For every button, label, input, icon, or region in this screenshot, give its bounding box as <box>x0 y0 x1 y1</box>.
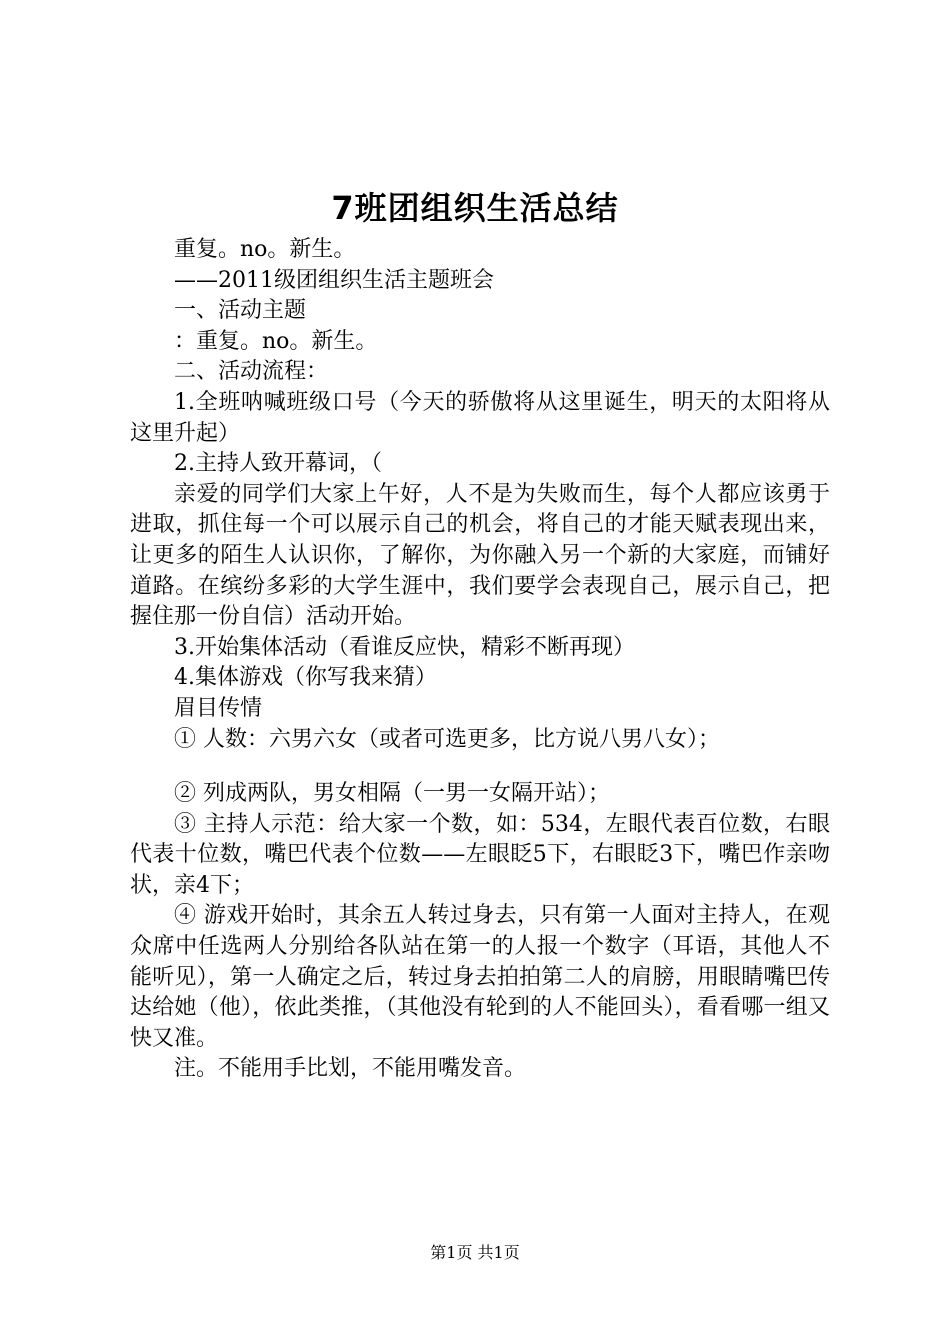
paragraph: ：重复。no。新生。 <box>174 328 378 354</box>
paragraph: 重复。no。新生。 <box>174 237 356 262</box>
paragraph: 3.开始集体活动（看谁反应快，精彩不断再现） <box>174 634 635 660</box>
paragraph: 一、活动主题 <box>174 298 307 324</box>
paragraph: 2.主持人致开幕词，（ <box>174 451 382 477</box>
paragraph: ——2011级团组织生活主题班会 <box>174 267 494 293</box>
paragraph: ① 人数：六男六女（或者可选更多，比方说八男八女）； <box>174 726 720 752</box>
paragraph: ④ 游戏开始时，其余五人转过身去，只有第一人面对主持人，在观众席中任选两人分别给各队站在第一的人报一个数字（耳语，其他人不能听见），第一人确定之后，转过身去拍拍第二人的肩膀，用眼睛嘴巴传达给她（他），依此类推，（其他没有轮到的人不能回头），看看哪一组又快又准。 <box>130 903 830 1051</box>
document-title: 7班团组织生活总结 <box>331 189 619 227</box>
paragraph: ② 列成两队，男女相隔（一男一女隔开站）； <box>174 781 610 807</box>
paragraph: 4.集体游戏（你写我来猜） <box>174 665 437 691</box>
page-footer: 第1页 共1页 <box>430 1243 520 1262</box>
paragraph: 注。不能用手比划，不能用嘴发音。 <box>174 1056 527 1082</box>
paragraph: 亲爱的同学们大家上午好，人不是为失败而生，每个人都应该勇于进取，抓住每一个可以展示自己的机会，将自己的才能天赋表现出来，让更多的陌生人认识你，了解你，为你融入另一个新的大家庭，而铺好道路。在缤纷多彩的大学生涯中，我们要学会表现自己，展示自己，把握住那一份自信）活动开始。 <box>130 481 830 630</box>
document-body <box>130 235 830 1085</box>
paragraph: 1.全班呐喊班级口号（今天的骄傲将从这里诞生，明天的太阳将从这里升起） <box>130 389 830 446</box>
paragraph: ③ 主持人示范：给大家一个数，如：534，左眼代表百位数，右眼代表十位数，嘴巴代表个位数——左眼眨5下，右眼眨3下，嘴巴作亲吻状，亲4下； <box>130 811 830 898</box>
paragraph: 二、活动流程： <box>174 359 329 385</box>
paragraph: 眉目传情 <box>174 695 263 721</box>
